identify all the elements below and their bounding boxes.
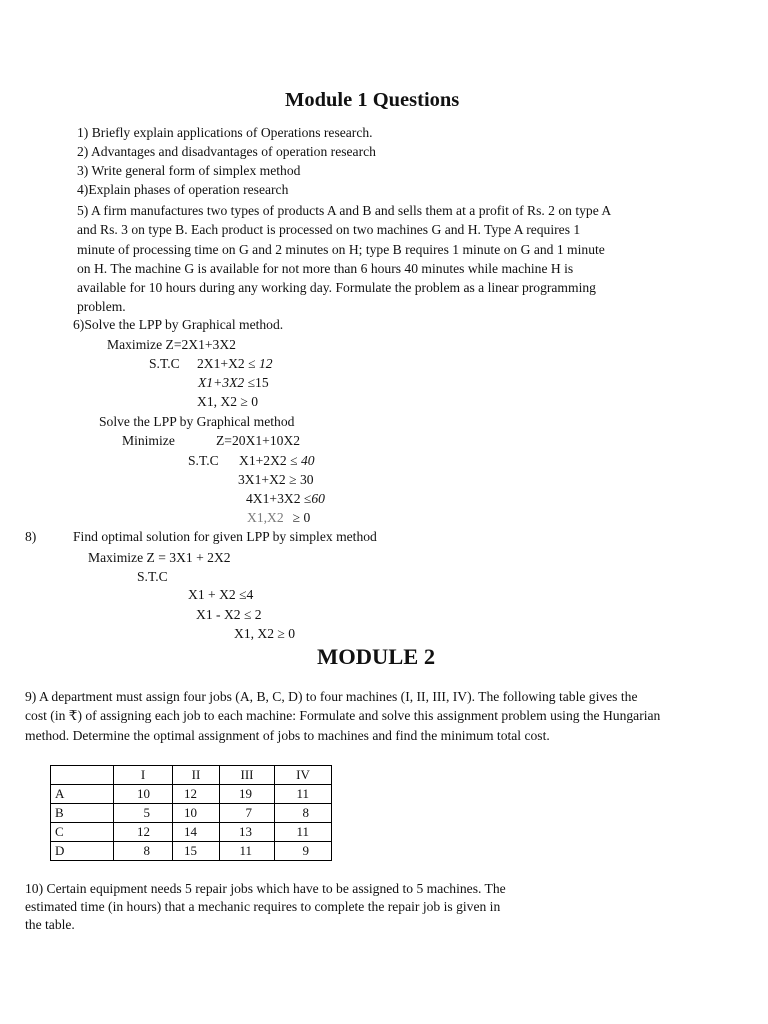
module-2-title: MODULE 2 [317,644,436,669]
table-header-cell: II [173,766,220,785]
table-header-cell: I [114,766,173,785]
question-5-line: and Rs. 3 on type B. Each product is processed on two machines G and H. Type A requires 1 [77,222,581,238]
question-7-label: Solve the LPP by Graphical method [99,414,295,429]
question-8-stc: S.T.C [137,569,168,584]
question-10 [25,880,506,934]
question-7-objective-word: Minimize [122,433,175,448]
table-cell: 11 [275,823,332,842]
question-8-constraint-3: X1, X2 ≥ 0 [234,626,296,641]
table-row-label: A [51,785,114,804]
table-header-cell [51,766,114,785]
question-8-constraint-2: X1 - X2 ≤ 2 [196,607,262,622]
table-cell: 8 [275,804,332,823]
question-8-objective: Maximize Z = 3X1 + 2X2 [88,550,231,565]
table-cell: 7 [220,804,275,823]
question-7-constraint-1 [239,452,315,470]
table-cell: 12 [114,823,173,842]
question-5-line: minute of processing time on G and 2 minutes on H; type B requires 1 minute on G and 1 minute [77,241,605,257]
constraint-text: X1+3X2 [198,375,245,390]
question-8-number: 8) [25,529,37,544]
table-cell: 10 [173,804,220,823]
table-row [51,785,332,804]
constraint-rhs: 12 [258,356,273,371]
module-1-title: Module 1 Questions [285,89,460,111]
table-cell: 13 [220,823,275,842]
question-10-line: 10) Certain equipment needs 5 repair jobs which have to be assigned to 5 machines. The [25,881,506,896]
table-cell: 12 [173,785,220,804]
question-5-line: 5) A firm manufactures two types of products A and B and sells them at a profit of Rs. 2 on type A [77,203,612,218]
question-6-constraint-1 [197,355,273,373]
question-1: 1) Briefly explain applications of Operations research. [77,125,373,140]
table-cell: 11 [275,785,332,804]
assignment-cost-table [50,765,332,861]
table-row [51,842,332,861]
table-row [51,823,332,842]
question-7-constraint-2: 3X1+X2 ≥ 30 [238,472,314,487]
constraint-text: 4X1+3X2 ≤ [246,491,312,506]
table-cell: 8 [114,842,173,861]
table-cell: 10 [114,785,173,804]
question-5-line: problem. [77,299,126,315]
question-6-constraint-2 [198,374,269,392]
question-5-line: on H. The machine G is available for not more than 6 hours 40 minutes while machine H is [77,260,574,276]
question-2: 2) Advantages and disadvantages of operation research [77,144,376,159]
question-10-line: estimated time (in hours) that a mechanic requires to complete the repair job is given in [25,899,501,914]
question-3: 3) Write general form of simplex method [77,163,301,178]
question-10-line: the table. [25,917,75,932]
question-6-objective: Maximize Z=2X1+3X2 [107,337,236,352]
question-7-constraint-3 [246,490,325,508]
table-row-label: D [51,842,114,861]
question-8-constraint-1: X1 + X2 ≤4 [188,587,254,602]
table-row [51,804,332,823]
table-row-label: B [51,804,114,823]
question-9-line: method. Determine the optimal assignment of jobs to machines and find the minimum total cost. [25,727,550,743]
table-row-label: C [51,823,114,842]
question-6-constraint-3: X1, X2 ≥ 0 [197,394,259,409]
table-cell: 14 [173,823,220,842]
question-5 [77,201,689,317]
question-8-label: Find optimal solution for given LPP by simplex method [73,529,377,544]
constraint-rhs: ≤15 [244,375,269,390]
constraint-rhs: 60 [311,491,325,506]
table-header-row [51,766,332,785]
table-cell: 9 [275,842,332,861]
question-7-constraint-4 [247,509,310,527]
question-9 [25,687,743,745]
table-cell: 5 [114,804,173,823]
question-7-stc: S.T.C [188,453,219,468]
table-cell: 11 [220,842,275,861]
question-9-line: cost (in ₹) of assigning each job to each machine: Formulate and solve this assignment problem using the Hungarian [25,708,661,724]
question-6-stc: S.T.C [149,356,180,371]
constraint-rhs: 40 [300,453,315,468]
question-4: 4)Explain phases of operation research [77,182,289,197]
question-9-line: 9) A department must assign four jobs (A, B, C, D) to four machines (I, II, III, IV). The following table gives the [25,689,638,704]
question-5-line: available for 10 hours during any working day. Formulate the problem as a linear programming [77,280,596,296]
constraint-rhs: ≥ 0 [292,510,311,525]
question-6-label: 6)Solve the LPP by Graphical method. [73,317,284,332]
constraint-text: X1+2X2 ≤ [239,453,301,468]
constraint-text: X1,X2 [247,510,284,525]
question-7-objective: Z=20X1+10X2 [216,433,301,448]
constraint-text: 2X1+X2 ≤ [197,356,259,371]
table-cell: 19 [220,785,275,804]
table-cell: 15 [173,842,220,861]
table-header-cell: IV [275,766,332,785]
table-header-cell: III [220,766,275,785]
